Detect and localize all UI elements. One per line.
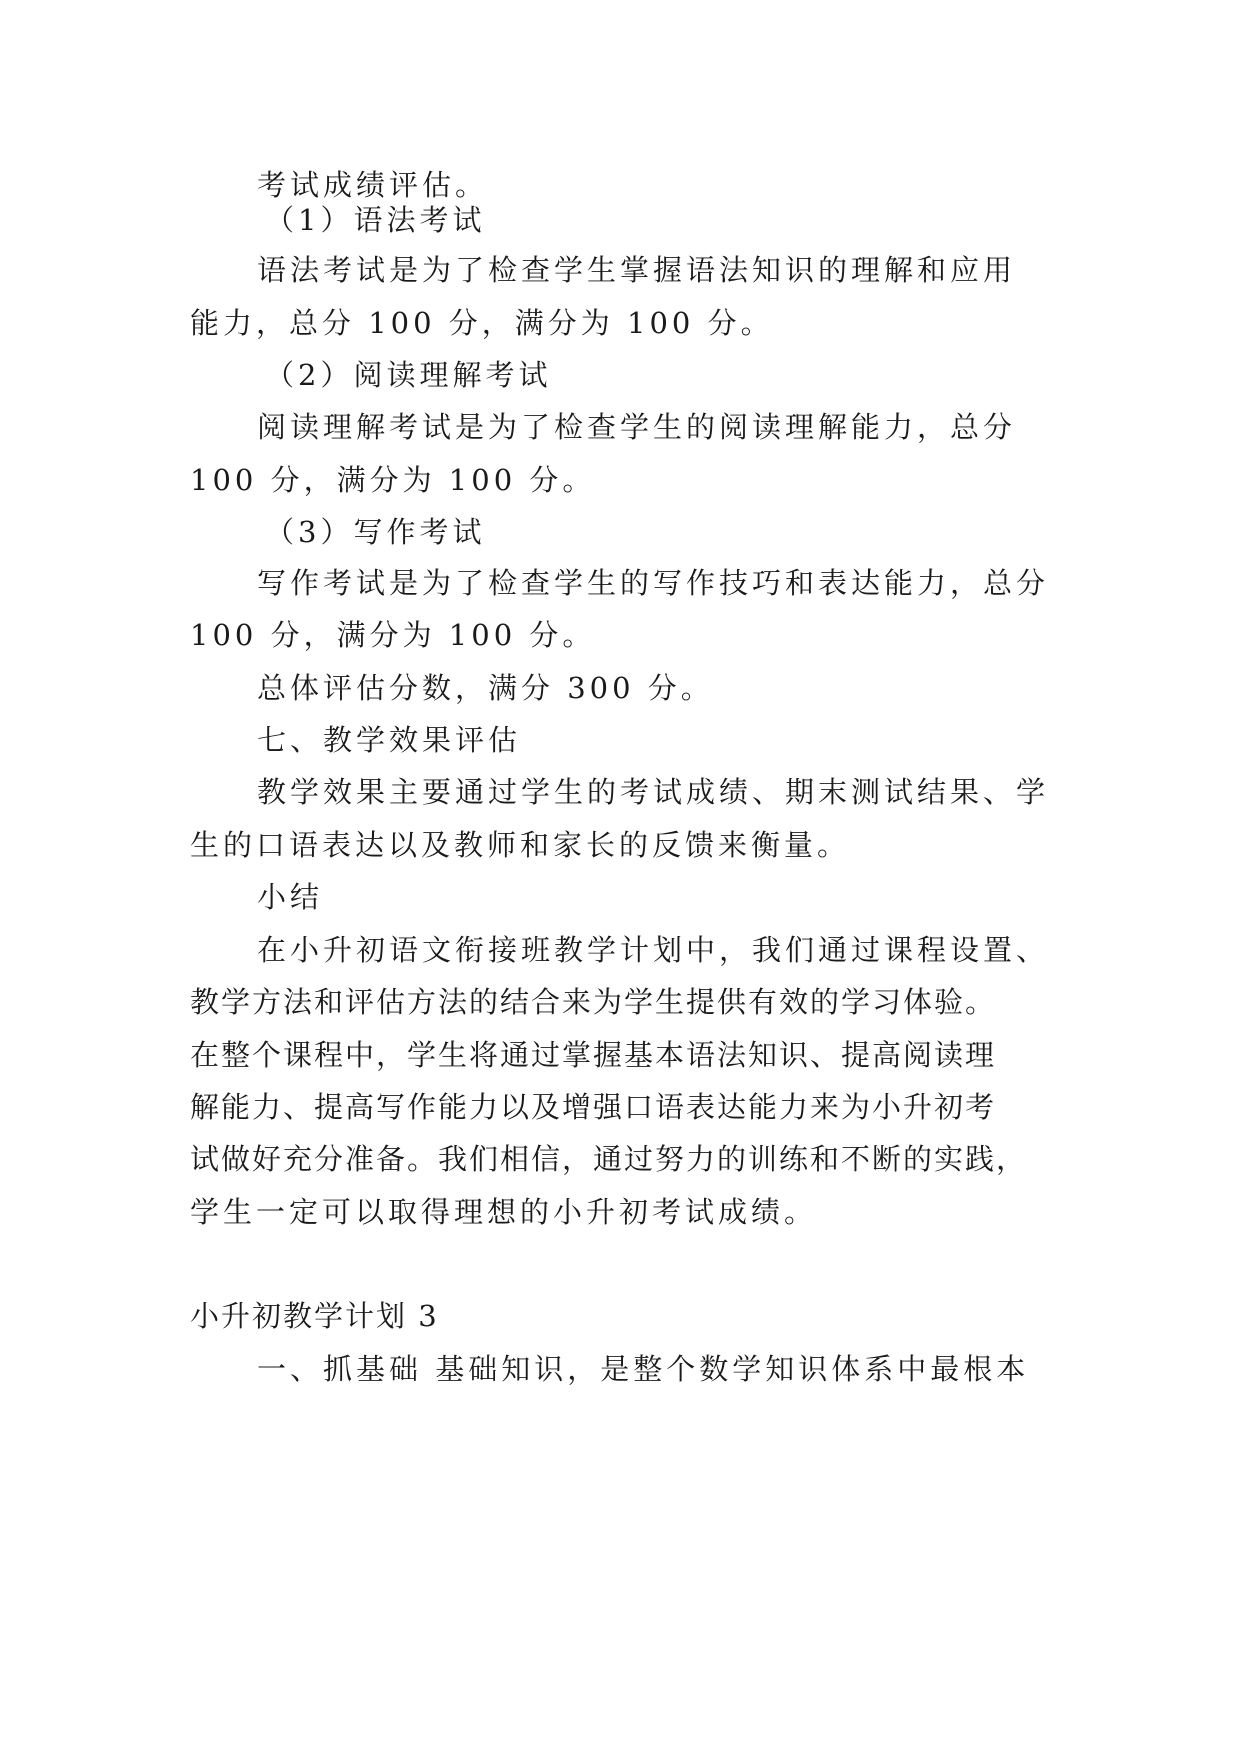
paragraph-line: 学生一定可以取得理想的小升初考试成绩。 <box>190 1195 818 1229</box>
paragraph-line: 在小升初语文衔接班教学计划中，我们通过课程设置、 <box>257 933 1050 967</box>
document-title: 小升初教学计划 3 <box>190 1299 439 1333</box>
section-heading: （1）语法考试 <box>265 203 486 237</box>
paragraph-line: 教学方法和评估方法的结合来为学生提供有效的学习体验。 <box>190 985 997 1019</box>
paragraph-line: 阅读理解考试是为了检查学生的阅读理解能力，总分 <box>257 410 1017 444</box>
paragraph-line: 总体评估分数，满分 300 分。 <box>257 671 714 705</box>
section-heading: 七、教学效果评估 <box>257 723 522 757</box>
paragraph-line: 教学效果主要通过学生的考试成绩、期末测试结果、学 <box>257 775 1050 809</box>
paragraph-line: 试做好充分准备。我们相信，通过努力的训练和不断的实践， <box>190 1142 1028 1176</box>
paragraph-line: 在整个课程中，学生将通过掌握基本语法知识、提高阅读理 <box>190 1038 997 1072</box>
paragraph-line: 生的口语表达以及教师和家长的反馈来衡量。 <box>190 828 851 862</box>
section-heading: 小结 <box>257 880 324 914</box>
section-heading: （3）写作考试 <box>265 515 486 549</box>
paragraph-line: 写作考试是为了检查学生的写作技巧和表达能力，总分 <box>257 566 1050 600</box>
paragraph-line: 100 分，满分为 100 分。 <box>190 463 596 497</box>
paragraph-line: 考试成绩评估。 <box>257 168 489 202</box>
section-heading: （2）阅读理解考试 <box>265 358 552 392</box>
paragraph-line: 解能力、提高写作能力以及增强口语表达能力来为小升初考 <box>190 1090 997 1124</box>
paragraph-line: 语法考试是为了检查学生掌握语法知识的理解和应用 <box>257 253 1017 287</box>
paragraph-line: 一、抓基础 基础知识，是整个数学知识体系中最根本 <box>257 1352 1030 1386</box>
paragraph-line: 能力，总分 100 分，满分为 100 分。 <box>190 306 774 340</box>
paragraph-line: 100 分，满分为 100 分。 <box>190 618 596 652</box>
